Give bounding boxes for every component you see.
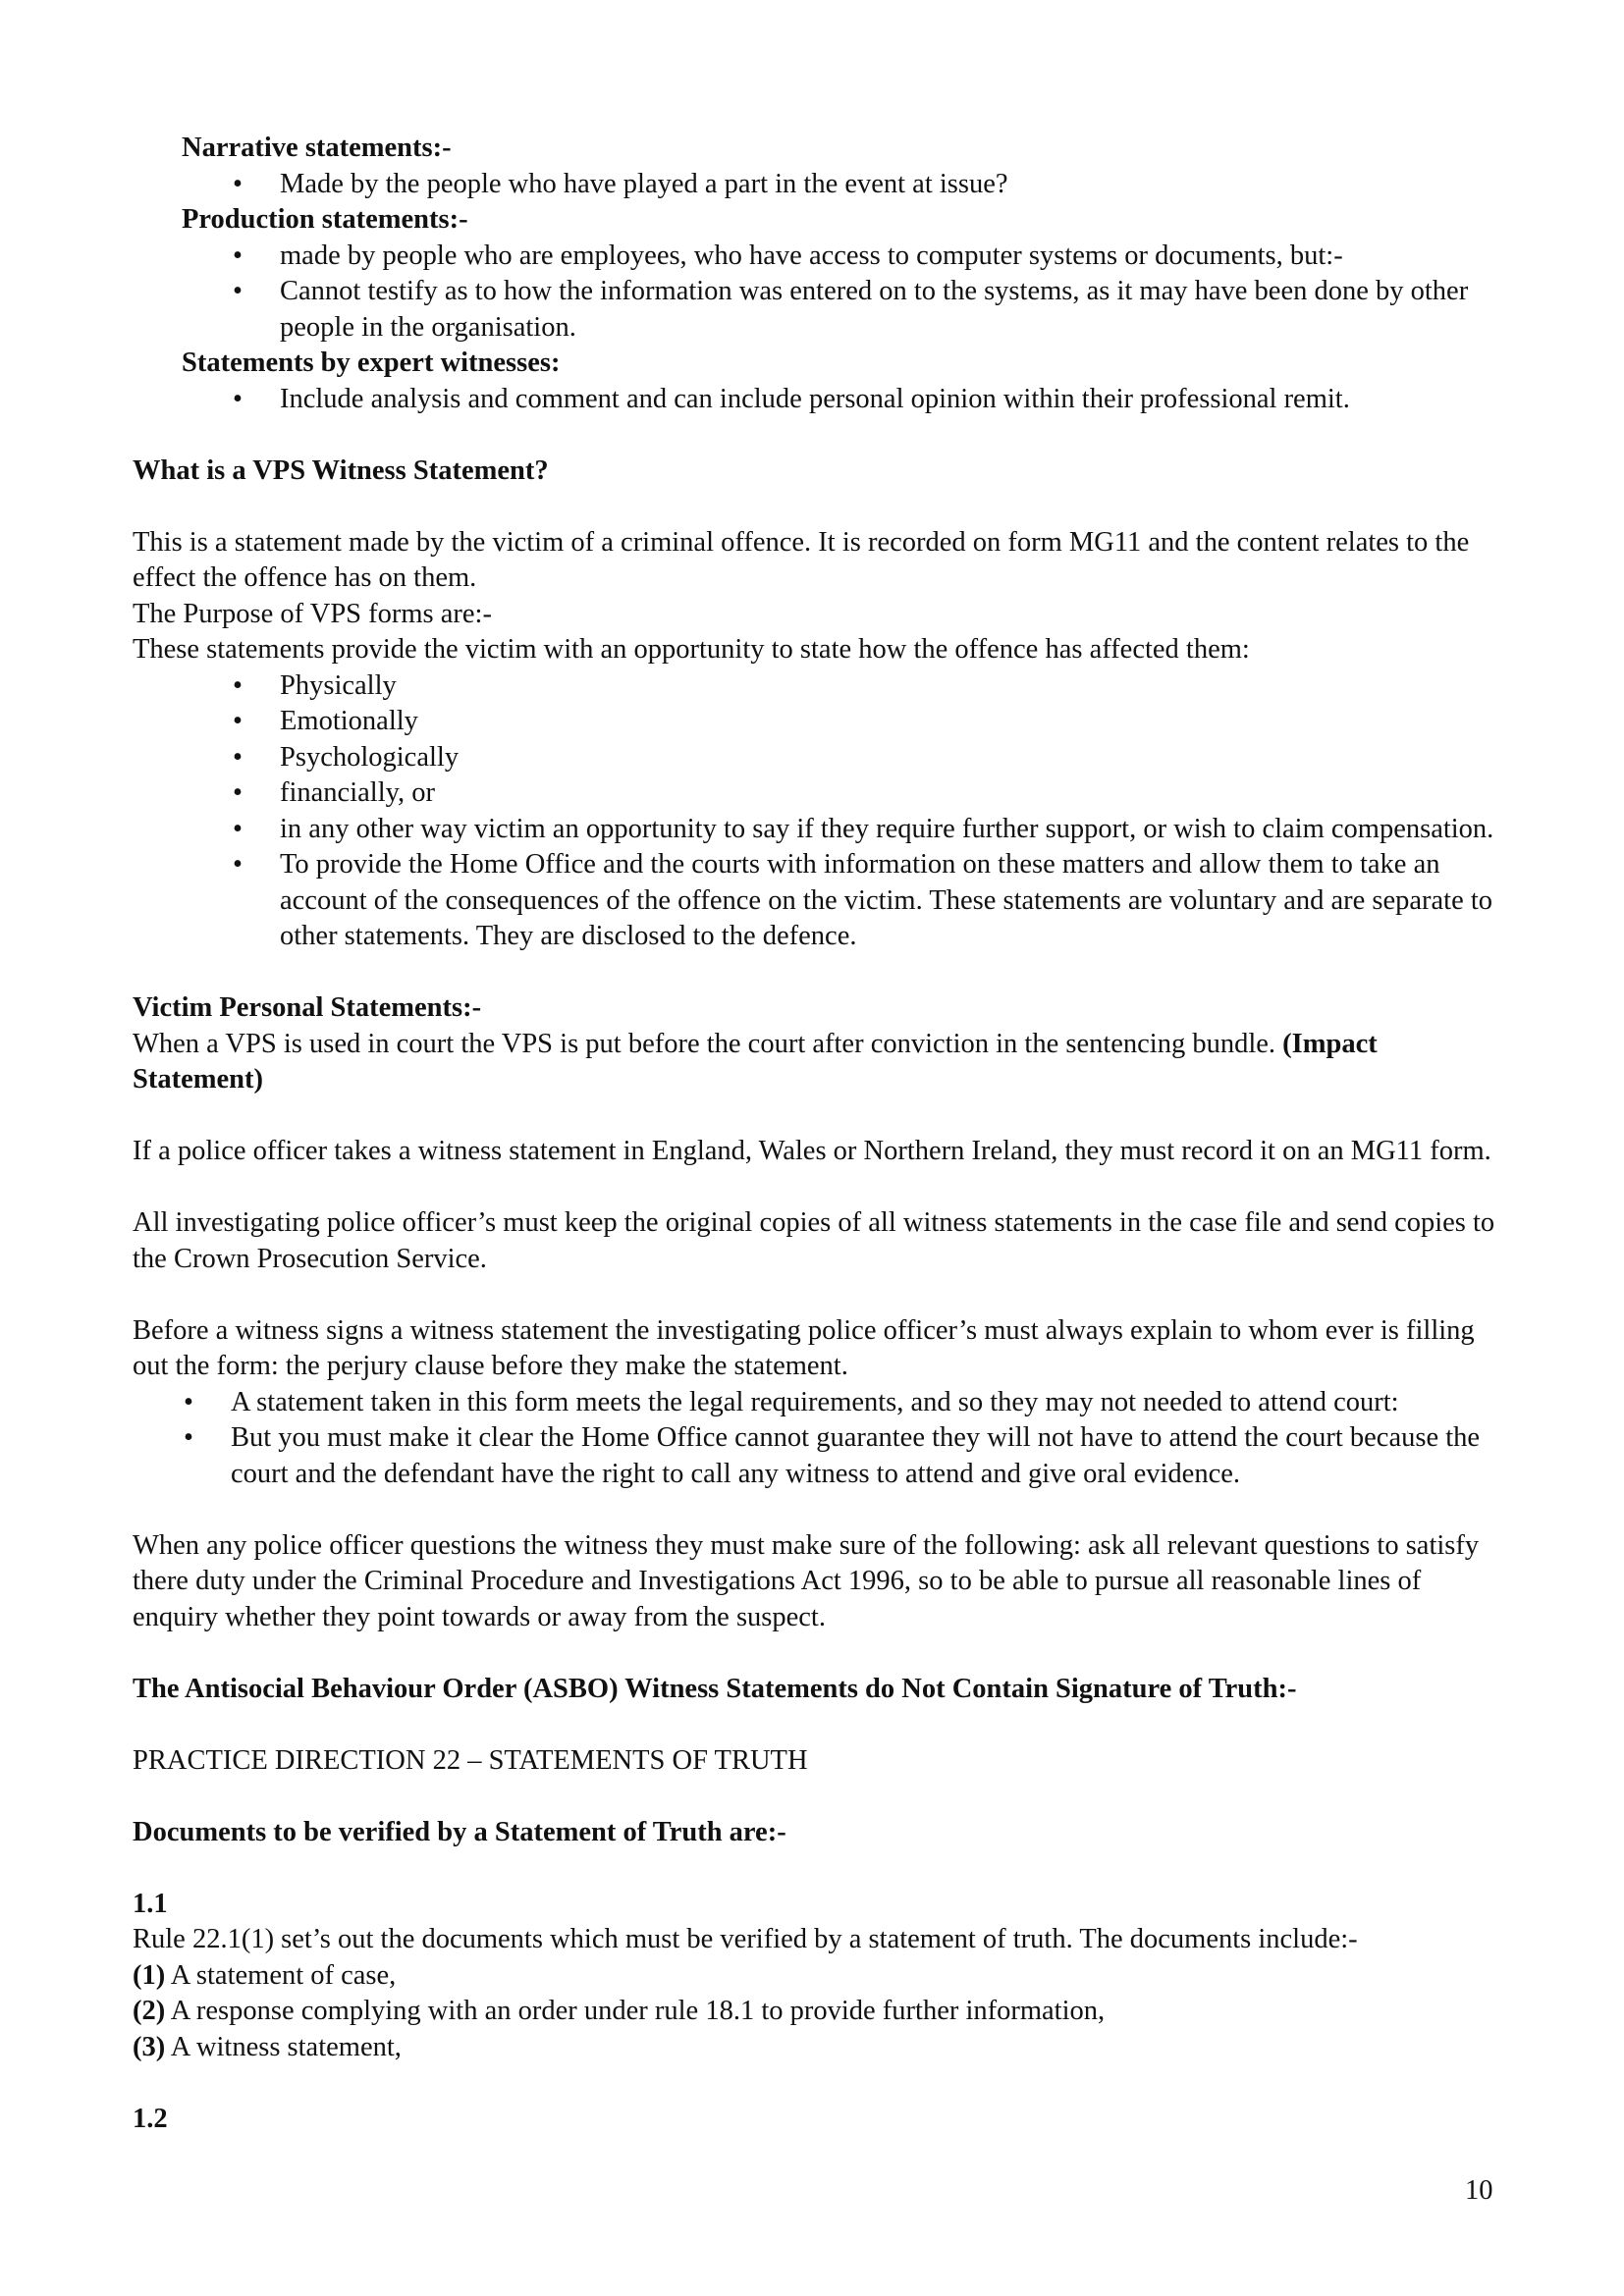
rule-item: (3) A witness statement, <box>133 2031 402 2062</box>
impact-statement-label: (Impact Statement) <box>133 1028 1378 1095</box>
bullet-icon: • <box>233 669 243 701</box>
list-item: • made by people who are employees, who have access to computer systems or documents, but:- <box>133 239 1507 275</box>
mg11-paragraph: If a police officer takes a witness statement in England, Wales or Northern Ireland, they must record it on an MG11 form. <box>133 1136 1491 1166</box>
list-item: • in any other way victim an opportunity to say if they require further support, or wish to claim compensation. <box>133 812 1507 848</box>
bullet-icon: • <box>233 276 243 306</box>
copies-paragraph: All investigating police officer’s must keep the original copies of all witness statements in the case file and send copies to the Crown Prosecution Service. <box>133 1207 1495 1274</box>
list-item: • A statement taken in this form meets the legal requirements, and so they may not needed to attend court: <box>133 1385 1507 1421</box>
bullet-icon: • <box>233 240 243 271</box>
practice-direction-title: PRACTICE DIRECTION 22 – STATEMENTS OF TRUTH <box>133 1744 808 1776</box>
bullet-icon: • <box>233 383 243 414</box>
list-item: • Made by the people who have played a part in the event at issue? <box>133 167 1507 203</box>
narrative-list <box>133 167 1507 203</box>
expert-list <box>133 382 1507 418</box>
production-list <box>133 239 1507 347</box>
vps-purpose: The Purpose of VPS forms are:- <box>133 598 492 629</box>
bullet-icon: • <box>184 1386 193 1417</box>
rule-item: (1) A statement of case, <box>133 1959 397 1991</box>
list-item: • Cannot testify as to how the information was entered on to the systems, as it may have been done by other people in the organisation. <box>233 276 1469 343</box>
victim-heading: Victim Personal Statements:- <box>133 992 482 1023</box>
vps-list <box>133 668 1507 955</box>
document-body <box>133 131 1507 2137</box>
expert-heading: Statements by expert witnesses: <box>182 347 561 378</box>
bullet-icon: • <box>184 1422 193 1453</box>
bullet-icon: • <box>233 849 243 880</box>
bullet-icon: • <box>233 741 243 773</box>
rule-paragraph: Rule 22.1(1) set’s out the documents which must be verified by a statement of truth. The documents include:- <box>133 1924 1358 1954</box>
production-heading: Production statements:- <box>182 204 468 235</box>
victim-paragraph: When a VPS is used in court the VPS is put before the court after conviction in the sentencing bundle. (Impact Statement) <box>133 1028 1378 1095</box>
section-number: 1.1 <box>133 1888 168 1919</box>
bullet-icon: • <box>233 813 243 844</box>
bullet-icon: • <box>233 706 243 736</box>
section-number: 1.2 <box>133 2103 168 2134</box>
list-item: • But you must make it clear the Home Office cannot guarantee they will not have to attend the court because the court and the defendant have the right to call any witness to attend and give oral evidence. <box>184 1422 1481 1489</box>
page-number: 10 <box>1465 2175 1493 2206</box>
list-item: • Include analysis and comment and can include personal opinion within their professional remit. <box>133 382 1507 418</box>
asbo-heading: The Antisocial Behaviour Order (ASBO) Witness Statements do Not Contain Signature of Truth:- <box>133 1673 1297 1704</box>
vps-intro: This is a statement made by the victim of a criminal offence. It is recorded on form MG11 and the content relates to the effect the offence has on them. <box>133 526 1470 593</box>
list-item: • Physically <box>133 668 1507 705</box>
rule-item: (2) A response complying with an order under rule 18.1 to provide further information, <box>133 1996 1106 2026</box>
before-sign-paragraph: Before a witness signs a witness statement the investigating police officer’s must always explain to whom ever is filling out the form: the perjury clause before they make the statement. <box>133 1314 1475 1381</box>
docs-heading: Documents to be verified by a Statement of Truth are:- <box>133 1816 786 1847</box>
sign-list <box>133 1385 1507 1493</box>
list-item: • Psychologically <box>133 740 1507 776</box>
list-item: • To provide the Home Office and the courts with information on these matters and allow them to take an account of the consequences of the offence on the victim. These statements are voluntary and are separate to other statements. They are disclosed to the defence. <box>233 849 1493 951</box>
questions-paragraph: When any police officer questions the witness they must make sure of the following: ask all relevant questions to satisfy there duty under the Criminal Procedure and Investigations Act 1996, so to be able to pursue all reasonable lines of enquiry whether they point towards or away from the suspect. <box>133 1529 1480 1632</box>
bullet-icon: • <box>233 777 243 808</box>
list-item: • Emotionally <box>133 704 1507 740</box>
vps-question-heading: What is a VPS Witness Statement? <box>133 454 549 486</box>
vps-opportunity: These statements provide the victim with an opportunity to state how the offence has affected them: <box>133 634 1250 665</box>
bullet-icon: • <box>233 168 243 199</box>
narrative-heading: Narrative statements:- <box>182 133 452 163</box>
list-item: • financially, or <box>133 775 1507 812</box>
